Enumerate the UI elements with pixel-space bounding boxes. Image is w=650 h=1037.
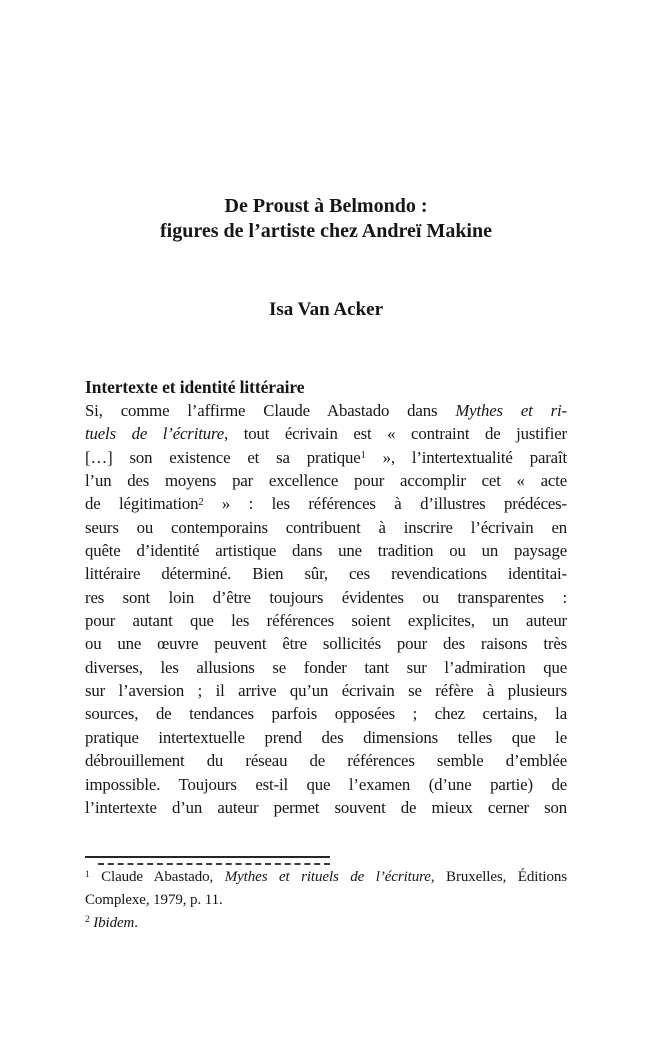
article-body — [85, 399, 567, 819]
text-segment: ou une œuvre peuvent être sollicités pour des raisons très — [85, 634, 567, 654]
text-segment: littéraire déterminé. Bien sûr, ces revendications identitai- — [85, 564, 567, 584]
body-line — [85, 516, 567, 539]
text-segment: l’un des moyens par excellence pour accomplir cet « acte — [85, 471, 567, 491]
body-line — [85, 586, 567, 609]
article-title — [85, 194, 567, 244]
footnote-reference: 2 — [198, 496, 204, 508]
footnote-reference: 1 — [85, 869, 90, 880]
text-segment: . — [134, 914, 138, 931]
footnote-reference: 1 — [360, 450, 366, 462]
body-line — [85, 796, 567, 819]
footnote-separator-line — [85, 856, 330, 858]
body-line — [85, 562, 567, 585]
text-segment: l’intertexte d’un auteur permet souvent de mieux cerner son — [85, 797, 567, 817]
body-line — [85, 446, 567, 469]
text-segment: Mythes et ri- — [455, 401, 567, 420]
footnotes — [85, 866, 567, 936]
body-line — [85, 492, 567, 515]
text-segment: quête d’identité artistique dans une tradition ou un paysage — [85, 541, 567, 561]
text-segment: Complexe, 1979, p. 11. — [85, 891, 223, 908]
text-segment: seurs ou contemporains contribuent à inscrire l’écrivain en — [85, 517, 567, 537]
text-segment: », l’intertextualité paraît — [365, 447, 567, 467]
footnote-line — [85, 866, 567, 889]
text-segment: de légitimation — [85, 494, 199, 514]
article-title-line-1: De Proust à Belmondo : — [224, 195, 428, 217]
text-segment: pour autant que les références soient explicites, un auteur — [85, 611, 567, 631]
footnote-separator-dashes — [98, 863, 330, 865]
text-segment: Ibidem — [93, 914, 135, 931]
body-line — [85, 773, 567, 796]
text-segment: impossible. Toujours est-il que l’examen (d’une partie) de — [85, 774, 567, 794]
body-line — [85, 422, 567, 445]
body-line — [85, 726, 567, 749]
text-segment: » : les références à d’illustres prédéces- — [203, 494, 567, 514]
text-segment: sources, de tendances parfois opposées ; chez certains, la — [85, 704, 567, 724]
footnote-reference: 2 — [85, 915, 90, 926]
text-segment: diverses, les allusions se fonder tant sur l’admiration que — [85, 657, 567, 677]
text-segment: res sont loin d’être toujours évidentes ou transparentes : — [85, 587, 567, 607]
text-segment: , tout écrivain est « contraint de justifier — [224, 424, 567, 444]
body-line — [85, 679, 567, 702]
text-segment: tuels de l’écriture — [85, 424, 225, 444]
section-heading: Intertexte et identité littéraire — [85, 377, 305, 397]
body-line — [85, 749, 567, 772]
text-segment: Si, comme l’affirme Claude Abastado dans — [85, 401, 456, 420]
text-segment: […] son existence et sa pratique — [85, 447, 361, 467]
body-line — [85, 656, 567, 679]
text-segment: , Bruxelles, Éditions — [430, 869, 567, 885]
article-title-line-2: figures de l’artiste chez Andreï Makine — [160, 220, 492, 242]
text-segment: Claude Abastado, — [89, 869, 225, 885]
article-author: Isa Van Acker — [268, 299, 384, 320]
text-segment: Mythes et rituels de l’écriture — [224, 869, 431, 885]
body-line — [85, 469, 567, 492]
body-line — [85, 632, 567, 655]
body-line — [85, 702, 567, 725]
body-line — [85, 539, 567, 562]
body-line — [85, 609, 567, 632]
text-segment: pratique intertextuelle prend des dimensions telles que le — [85, 727, 567, 747]
footnote-line — [85, 912, 567, 937]
body-line — [85, 399, 567, 422]
footnote-line — [85, 889, 567, 912]
text-segment: débrouillement du réseau de références semble d’emblée — [85, 751, 567, 771]
text-segment: sur l’aversion ; il arrive qu’un écrivain se réfère à plusieurs — [85, 681, 567, 701]
